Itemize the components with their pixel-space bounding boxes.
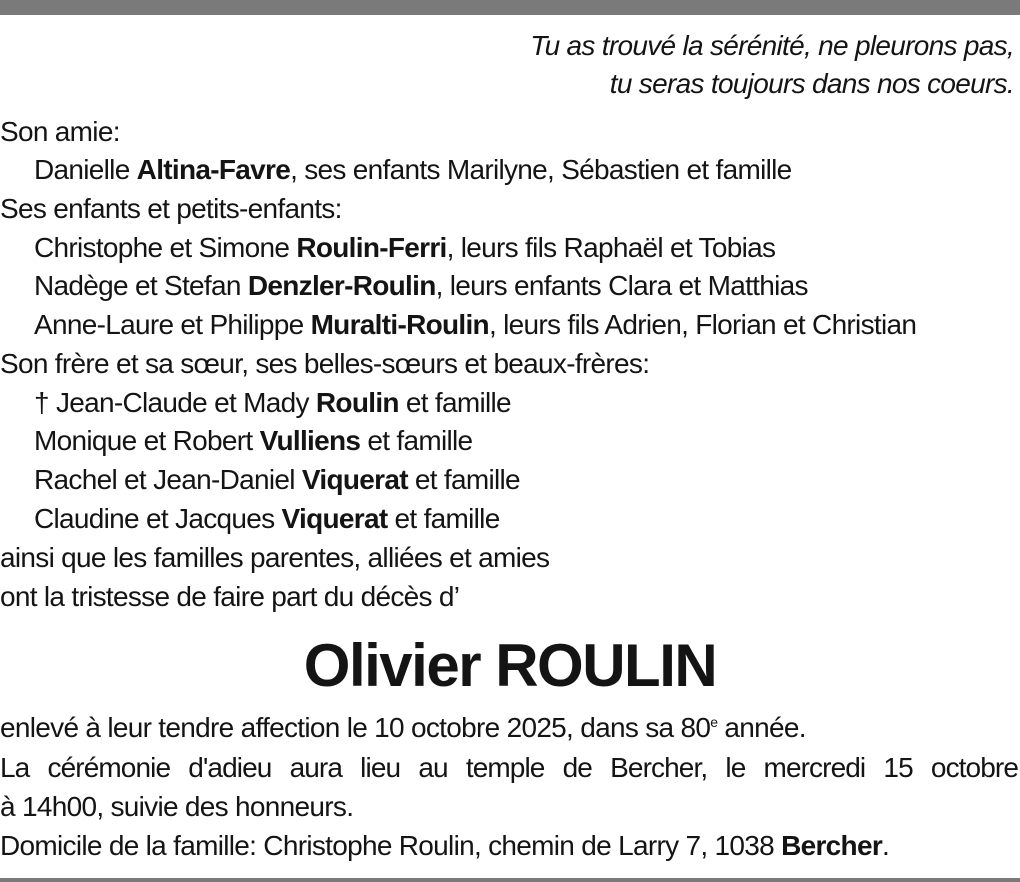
surname: Roulin-Ferri [296, 232, 447, 263]
bottom-rule [0, 878, 1020, 882]
sibling-entry [34, 422, 472, 460]
given-names: Nadège et Stefan [34, 270, 241, 301]
surname: Roulin [315, 387, 399, 418]
children-heading: Ses enfants et petits-enfants: [0, 193, 342, 224]
quote-line-1: Tu as trouvé la sérénité, ne pleurons pas, [530, 30, 1014, 61]
friend-heading: Son amie: [0, 116, 120, 147]
given-names: Rachel et Jean-Daniel [34, 464, 295, 495]
siblings-heading: Son frère et sa sœur, ses belles-sœurs et beaux-frères: [0, 348, 650, 379]
friend-entry [34, 151, 792, 189]
age-line [0, 709, 806, 747]
sibling-entry [34, 500, 500, 538]
given-names: Christophe et Simone [34, 232, 290, 263]
sibling-entry [34, 384, 511, 422]
domicile-end: . [882, 830, 890, 861]
children-entry [34, 229, 775, 267]
surname: Viquerat [301, 464, 408, 495]
entry-rest: , ses enfants Marilyne, Sébastien et famille [290, 154, 792, 185]
sibling-entry [34, 461, 520, 499]
age-text: enlevé à leur tendre affection le 10 octobre 2025, dans sa 80 [0, 712, 711, 743]
entry-rest: et famille [407, 464, 520, 495]
surname: Altina-Favre [136, 154, 291, 185]
given-names: Claudine et Jacques [34, 503, 275, 534]
age-text-end: année. [717, 712, 806, 743]
given-names: Monique et Robert [34, 425, 253, 456]
domicile-town: Bercher [781, 830, 883, 861]
children-entry [34, 306, 916, 344]
entry-rest: , leurs fils Raphaël et Tobias [446, 232, 776, 263]
ceremony-line-2: à 14h00, suivie des honneurs. [0, 791, 354, 822]
given-names: † Jean-Claude et Mady [34, 387, 309, 418]
surname: Muralti-Roulin [310, 309, 489, 340]
entry-rest: , leurs fils Adrien, Florian et Christian [488, 309, 917, 340]
entry-rest: et famille [387, 503, 500, 534]
surname: Viquerat [281, 503, 388, 534]
surname: Vulliens [259, 425, 361, 456]
entry-rest: et famille [360, 425, 473, 456]
given-names: Danielle [34, 154, 130, 185]
given-names: Anne-Laure et Philippe [34, 309, 304, 340]
deceased-name: Olivier ROULIN [303, 632, 717, 699]
top-rule [0, 0, 1020, 15]
ceremony-line-1: La cérémonie d'adieu aura lieu au temple de Bercher, le mercredi 15 octobre [0, 752, 1018, 783]
closing-line-2: ont la tristesse de faire part du décès d’ [0, 581, 460, 612]
entry-rest: , leurs enfants Clara et Matthias [435, 270, 808, 301]
quote-line-2: tu seras toujours dans nos coeurs. [609, 68, 1014, 99]
closing-line-1: ainsi que les familles parentes, alliées et amies [0, 542, 550, 573]
children-entry [34, 267, 808, 305]
ordinal-suffix: e [710, 714, 718, 730]
surname: Denzler-Roulin [247, 270, 436, 301]
entry-rest: et famille [398, 387, 511, 418]
domicile-line [0, 827, 889, 865]
domicile-text: Domicile de la famille: Christophe Roulin, chemin de Larry 7, 1038 [0, 830, 774, 861]
